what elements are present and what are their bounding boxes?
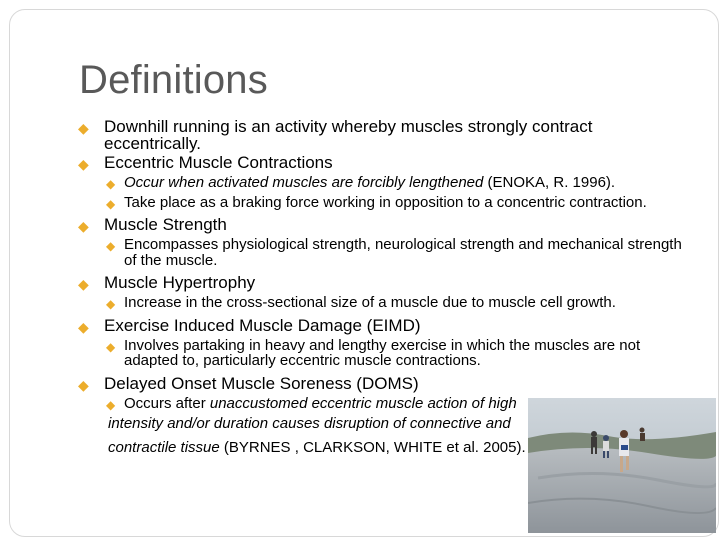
bullet-marker-icon: ◆ bbox=[106, 177, 116, 191]
bullet-marker-icon: ◆ bbox=[78, 376, 89, 393]
bullet-eimd bbox=[70, 317, 690, 334]
bullet-marker-icon: ◆ bbox=[106, 297, 116, 311]
subbullet-italic-text: Occur when activated muscles are forcibly lengthened bbox=[124, 174, 484, 191]
subbullet-encompasses-strength bbox=[70, 237, 690, 268]
bullet-downhill-running bbox=[70, 118, 690, 152]
bullet-text: Muscle Hypertrophy bbox=[104, 273, 256, 292]
bullet-marker-icon: ◆ bbox=[78, 276, 89, 292]
continuation-italic-text: intensity and/or duration causes disruption of connective and bbox=[108, 415, 511, 432]
subbullet-braking-force bbox=[70, 195, 690, 211]
subbullet-text: Occurs after bbox=[124, 394, 210, 412]
bullet-text: Downhill running is an activity whereby muscles strongly contract eccentrically. bbox=[104, 117, 593, 153]
bullet-marker-icon: ◆ bbox=[78, 318, 89, 335]
bullet-doms bbox=[70, 375, 690, 392]
subbullet-heavy-lengthy-exercise bbox=[70, 338, 690, 369]
bullet-text: Exercise Induced Muscle Damage (EIMD) bbox=[104, 315, 421, 335]
bullet-marker-icon: ◆ bbox=[78, 156, 89, 172]
subbullet-text: Take place as a braking force working in opposition to a concentric contraction. bbox=[124, 193, 647, 211]
bullet-marker-icon: ◆ bbox=[78, 218, 89, 234]
bullet-marker-icon: ◆ bbox=[106, 239, 116, 253]
bullet-text: Muscle Strength bbox=[104, 215, 227, 234]
bullet-marker-icon: ◆ bbox=[106, 339, 116, 354]
subbullet-cross-sectional-size bbox=[70, 295, 690, 311]
downhill-runners-photo bbox=[528, 398, 716, 533]
subbullet-text: Involves partaking in heavy and lengthy exercise in which the muscles are not adapted to, particularly eccentric muscle contractions. bbox=[124, 336, 641, 369]
subbullet-forcibly-lengthened bbox=[70, 175, 690, 191]
bullet-text: Eccentric Muscle Contractions bbox=[104, 153, 333, 172]
continuation-italic-text: contractile tissue bbox=[108, 439, 220, 456]
bullet-marker-icon: ◆ bbox=[78, 120, 89, 136]
slide-title: Definitions bbox=[79, 58, 268, 102]
citation-text: (ENOKA, R. 1996). bbox=[483, 174, 616, 191]
bullet-marker-icon: ◆ bbox=[106, 397, 116, 412]
subbullet-italic-text: unaccustomed eccentric muscle action of high bbox=[209, 394, 517, 412]
bullet-text: Delayed Onset Muscle Soreness (DOMS) bbox=[104, 373, 419, 393]
bullet-marker-icon: ◆ bbox=[106, 196, 116, 211]
bullet-eccentric-contractions bbox=[70, 154, 690, 171]
bullet-muscle-strength bbox=[70, 216, 690, 233]
subbullet-text: Encompasses physiological strength, neurological strength and mechanical strength of the muscle. bbox=[124, 236, 682, 269]
subbullet-text: Increase in the cross-sectional size of a muscle due to muscle cell growth. bbox=[124, 294, 616, 311]
citation-text: (BYRNES , CLARKSON, WHITE et al. 2005). bbox=[219, 439, 526, 456]
bullet-muscle-hypertrophy bbox=[70, 274, 690, 291]
